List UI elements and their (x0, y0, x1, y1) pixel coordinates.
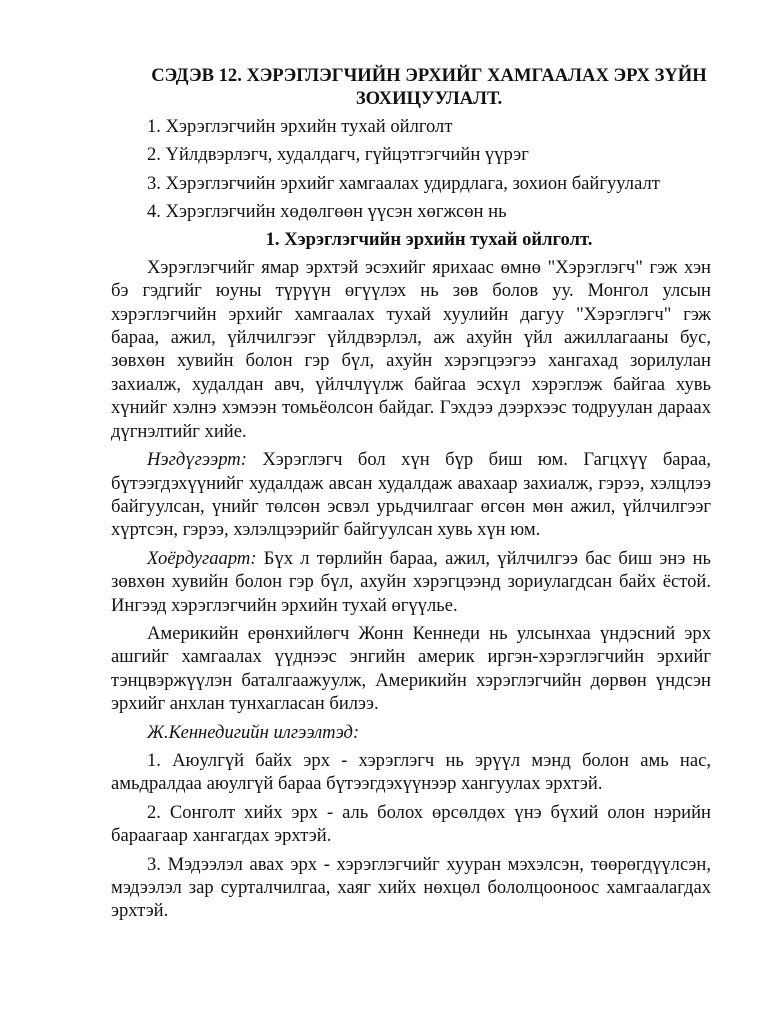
first-point-lead: Нэгдүгээрт: (147, 449, 247, 471)
second-point-text: Бүх л төрлийн бараа, ажил, үйлчилгээ бас биш энэ нь зөвхөн хувийн болон гэр бүл, ахуйн хэрэгцээнд зориулагдсан байх ёстой. Ингээд хэрэглэгчийн эрхийн тухай өгүүлье. (111, 547, 711, 616)
right-item-1: 1. Аюулгүй байх эрх - хэрэглэгч нь эрүүл мэнд болон амь нас, амьдралдаа аюулгүй бараа бүтээгдэхүүнээр хангуулах эрхтэй. (111, 749, 711, 795)
second-point-lead: Хоёрдугаарт: (147, 547, 257, 569)
paragraph-kennedy-lead (111, 721, 711, 744)
document-page (111, 64, 711, 928)
section-heading: 1. Хэрэглэгчийн эрхийн тухай ойлголт. (265, 229, 593, 251)
outline-item-2: 2. Үйлдвэрлэгч, худалдагч, гүйцэтгэгчийн үүрэг (147, 144, 529, 166)
paragraph-kennedy: Америкийн ерөнхийлөгч Жонн Кеннеди нь улсынхаа үндэсний эрх ашгийг хамгаалах үүднээс энгийн америк иргэн-хэрэглэгчийн эрхийг тэнцвэржүүлэн баталгаажуулж, Америкийн хэрэглэгчийн дөрвөн үндсэн эрхийг анхлан тунхагласан билээ. (111, 622, 711, 715)
first-point-text: Хэрэглэгч бол хүн бүр биш юм. Гагцхүү бараа, бүтээгдэхүүнийг худалдаж авсан худалдаж авахаар захиалж, гэрээ, хэлцлээ байгуулсан, үнийг төлсөн эсвэл урьдчилгааг өгсөн мөн ажил, үйлчилгээг хүртсэн, гэрээ, хэлэлцээрийг байгуулсан хувь хүн юм. (111, 449, 711, 541)
right-item-2: 2. Сонголт хийх эрх - аль болох өрсөлдөх үнэ бүхий олон нэрийн бараагаар хангагдах эрхтэй. (111, 801, 711, 847)
right-item-3: 3. Мэдээлэл авах эрх - хэрэглэгчийг хууран мэхэлсэн, төөрөгдүүлсэн, мэдээлэл зар сурталчилгаа, хаяг хийх нөхцөл бололцооноос хамгаалагдах эрхтэй. (111, 853, 711, 922)
kennedy-message-lead: Ж.Кеннедигийн илгээлтэд: (147, 721, 360, 743)
paragraph-first-point (111, 448, 711, 542)
paragraph-definition: Хэрэглэгчийг ямар эрхтэй эсэхийг ярихаас өмнө "Хэрэглэгч" гэж хэн бэ гэдгийг юуны түрүүн өгүүлэх нь зөв болов уу. Монгол улсын хэрэглэгчийн эрхийг хамгаалах тухай хуулийн дагуу "Хэрэглэгч" гэж бараа, ажил, үйлчилгээг үйлдвэрлэл, аж ахуйн үйл ажиллагааны бус, зөвхөн хувийн болон гэр бүл, ахуйн хэрэгцээгээ хангахад зорилулан захиалж, худалдан авч, үйлчлүүлж байгаа эсхүл хэрэглэж байгаа хувь хүнийг хэлнэ хэмээн томьёолсон байдаг. Гэхдээ дээрхээс тодруулан дараах дүгнэлтийг хийе. (111, 256, 711, 442)
outline-item-3: 3. Хэрэглэгчийн эрхийг хамгаалах удирдлага, зохион байгуулалт (147, 172, 660, 194)
document-title: СЭДЭВ 12. ХЭРЭГЛЭГЧИЙН ЭРХИЙГ ХАМГААЛАХ ЭРХ ЗҮЙН ЗОХИЦУУЛАЛТ. (151, 65, 707, 110)
outline-item-1: 1. Хэрэглэгчийн эрхийн тухай ойлголт (147, 115, 453, 137)
outline-item-4: 4. Хэрэглэгчийн хөдөлгөөн үүсэн хөгжсөн нь (147, 201, 507, 223)
paragraph-second-point (111, 547, 711, 617)
